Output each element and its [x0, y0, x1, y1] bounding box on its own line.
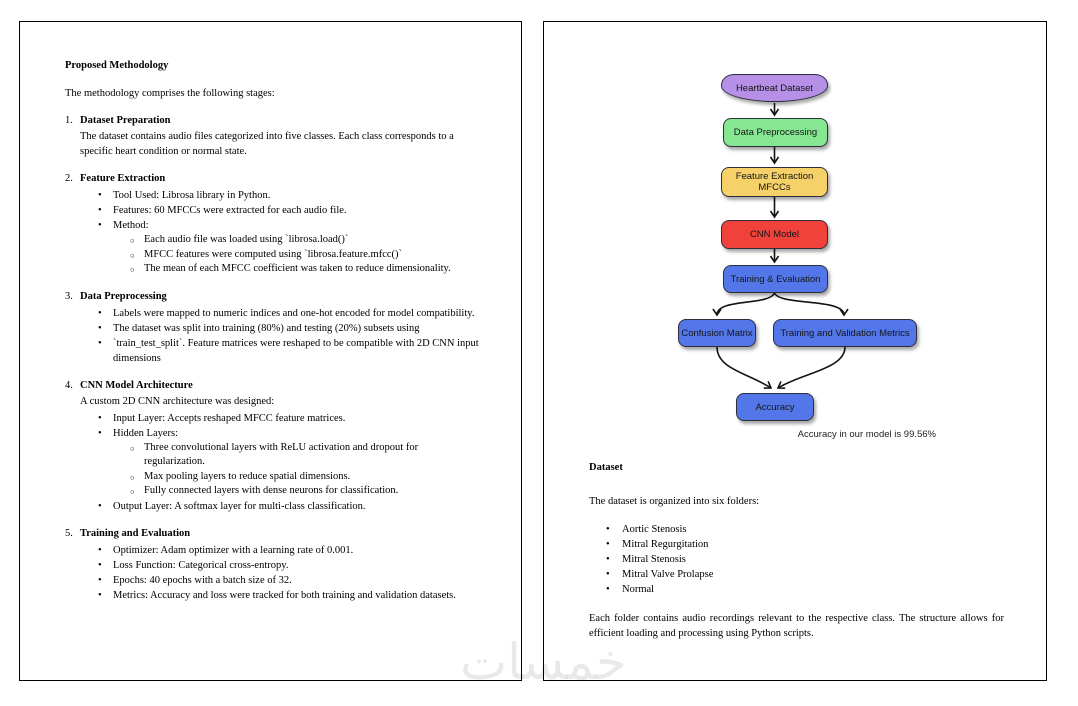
bullet-list [65, 306, 493, 366]
section-number: 1. [65, 115, 73, 126]
bullet-list [65, 543, 493, 603]
flowchart [544, 22, 1048, 454]
bullet-list [65, 411, 493, 514]
section-feature-extraction [65, 171, 493, 277]
dataset-outro: Each folder contains audio recordings relevant to the respective class. The structure allows for efficient loading and processing using Python scripts. [589, 613, 1004, 639]
left-page-content [20, 22, 521, 603]
node-training-validation-metrics: Training and Validation Metrics [773, 319, 917, 347]
dataset-intro: The dataset is organized into six folders: [589, 496, 760, 507]
accuracy-caption: Accuracy in our model is 99.56% [797, 429, 936, 440]
arrow-training-to-metrics [775, 293, 845, 315]
dataset-section [589, 460, 1004, 641]
section-data-preprocessing [65, 289, 493, 366]
section-number: 3. [65, 290, 73, 302]
section-title: Feature Extraction [80, 173, 166, 184]
section-dataset-preparation [65, 113, 493, 159]
list-item: • `train_test_split`. Feature matrices were reshaped to be compatible with 2D CNN input dimensions [98, 336, 485, 366]
list-item: • Loss Function: Categorical cross-entropy. [98, 558, 485, 573]
sub-list-item: ○ Each audio file was loaded using `librosa.load()` [130, 233, 472, 248]
document-page-left [19, 21, 522, 681]
intro-paragraph: The methodology comprises the following stages: [65, 88, 275, 99]
node-feature-extraction-mfccs: Feature Extraction MFCCs [721, 167, 828, 197]
sub-bullet-list [113, 441, 485, 499]
section-training-evaluation [65, 526, 493, 603]
list-item-text: Method: [113, 220, 149, 231]
list-item [98, 426, 485, 499]
sub-list-item: ○ Max pooling layers to reduce spatial dimensions. [130, 470, 472, 485]
section-heading [65, 378, 493, 393]
section-number: 4. [65, 379, 73, 391]
page-title: Proposed Methodology [65, 60, 169, 71]
section-title: Training and Evaluation [80, 527, 191, 539]
node-data-preprocessing: Data Preprocessing [723, 118, 828, 147]
folder-item: • Mitral Stenosis [606, 552, 1004, 567]
section-body: A custom 2D CNN architecture was designed: [80, 395, 275, 407]
section-heading [65, 289, 493, 304]
section-cnn-architecture [65, 378, 493, 514]
sub-list-item: ○ Fully connected layers with dense neurons for classification. [130, 484, 472, 499]
node-accuracy: Accuracy [736, 393, 814, 421]
list-item: • Labels were mapped to numeric indices and one-hot encoded for model compatibility. [98, 306, 485, 321]
sub-list-item: ○ MFCC features were computed using `librosa.feature.mfcc()` [130, 248, 472, 263]
list-item: • The dataset was split into training (80%) and testing (20%) subsets using [98, 321, 485, 336]
arrow-metrics-to-accuracy [778, 347, 845, 388]
section-heading [65, 171, 493, 186]
list-item: • Output Layer: A softmax layer for multi-class classification. [98, 499, 485, 514]
section-heading [65, 526, 493, 541]
list-item: • Optimizer: Adam optimizer with a learning rate of 0.001. [98, 543, 485, 558]
folder-item: • Mitral Regurgitation [606, 537, 1004, 552]
section-body: The dataset contains audio files categorized into five classes. Each class corresponds to a specific heart condition or normal state. [80, 131, 454, 157]
sub-list-item: ○ The mean of each MFCC coefficient was taken to reduce dimensionality. [130, 262, 472, 277]
section-title: CNN Model Architecture [80, 379, 193, 391]
section-title: Dataset Preparation [80, 115, 171, 126]
sub-list-item: ○ Three convolutional layers with ReLU activation and dropout for regularization. [130, 441, 472, 470]
node-training-evaluation: Training & Evaluation [723, 265, 828, 293]
folder-item: • Aortic Stenosis [606, 522, 1004, 537]
bullet-list [65, 188, 493, 277]
folder-item: • Mitral Valve Prolapse [606, 567, 1004, 582]
list-item-text: Hidden Layers: [113, 427, 179, 439]
node-cnn-model: CNN Model [721, 220, 828, 249]
section-number: 5. [65, 527, 73, 539]
sub-bullet-list [113, 233, 485, 277]
section-heading [65, 113, 493, 128]
list-item: • Metrics: Accuracy and loss were tracked for both training and validation datasets. [98, 588, 485, 603]
node-heartbeat-dataset: Heartbeat Dataset [721, 74, 828, 102]
document-page-right [543, 21, 1047, 681]
list-item [98, 218, 485, 277]
folder-list [589, 522, 1004, 597]
section-title: Data Preprocessing [80, 290, 167, 302]
list-item: • Input Layer: Accepts reshaped MFCC feature matrices. [98, 411, 485, 426]
list-item: • Features: 60 MFCCs were extracted for each audio file. [98, 203, 485, 218]
arrow-confusion-to-accuracy [717, 347, 771, 388]
folder-item: • Normal [606, 582, 1004, 597]
list-item: • Tool Used: Librosa library in Python. [98, 188, 485, 203]
node-confusion-matrix: Confusion Matrix [678, 319, 756, 347]
dataset-title: Dataset [589, 462, 623, 473]
arrow-training-to-confusion [717, 293, 775, 315]
list-item: • Epochs: 40 epochs with a batch size of 32. [98, 573, 485, 588]
section-number: 2. [65, 173, 73, 184]
